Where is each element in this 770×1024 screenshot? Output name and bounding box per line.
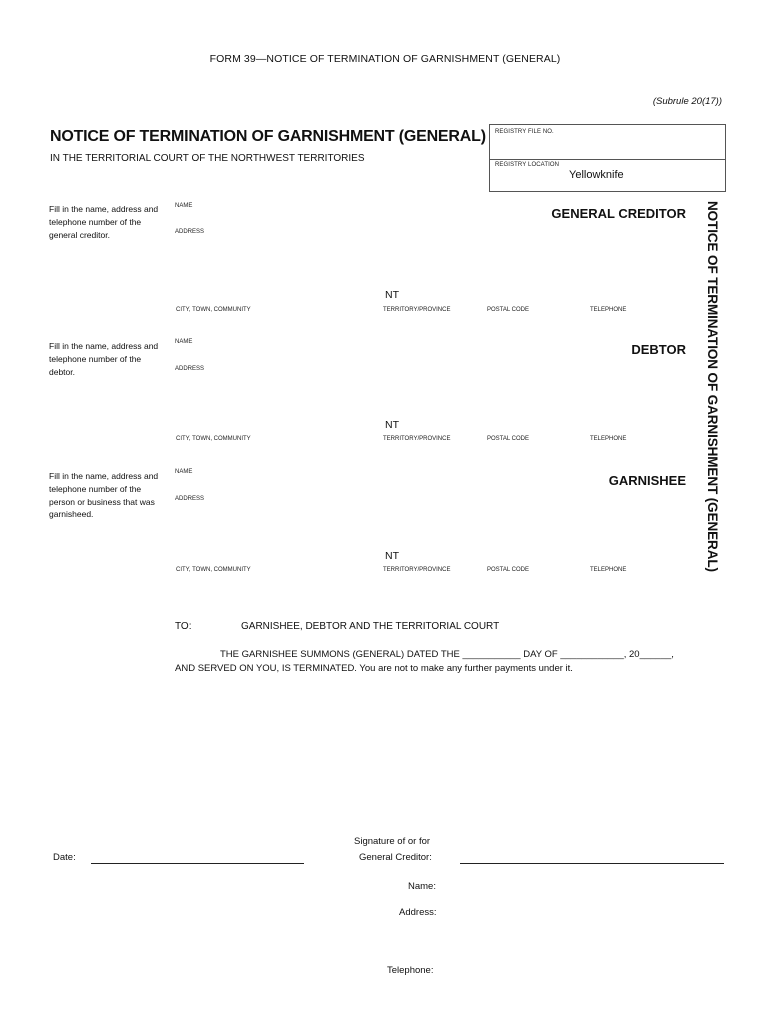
garnishee-postal-label: POSTAL CODE bbox=[487, 567, 530, 573]
date-input-line[interactable] bbox=[91, 863, 304, 864]
page-title: NOTICE OF TERMINATION OF GARNISHMENT (GENERAL) bbox=[50, 128, 486, 145]
garnishee-territory-label: TERRITORY/PROVINCE bbox=[383, 567, 451, 573]
summons-date-line: THE GARNISHEE SUMMONS (GENERAL) DATED THE ___________ DAY OF ____________, 20______, bbox=[220, 649, 674, 660]
signer-address-field[interactable] bbox=[460, 904, 724, 954]
registry-file-no-field[interactable] bbox=[495, 137, 720, 157]
garnishee-territory-value[interactable]: NT bbox=[385, 550, 399, 562]
creditor-territory-label: TERRITORY/PROVINCE bbox=[383, 307, 451, 313]
debtor-postal-label: POSTAL CODE bbox=[487, 436, 530, 442]
signer-telephone-field[interactable] bbox=[460, 962, 724, 978]
garnishee-address-label: ADDRESS bbox=[175, 496, 205, 502]
name-label: Name: bbox=[408, 881, 436, 892]
creditor-address-label: ADDRESS bbox=[175, 229, 205, 235]
registry-divider bbox=[490, 159, 725, 160]
vertical-form-title: NOTICE OF TERMINATION OF GARNISHMENT (GENERAL) bbox=[705, 201, 720, 572]
date-label: Date: bbox=[53, 852, 76, 863]
creditor-city-label: CITY, TOWN, COMMUNITY bbox=[176, 307, 251, 313]
garnishee-instruction: Fill in the name, address and telephone number of the person or business that was garnisheed. bbox=[49, 471, 159, 520]
creditor-name-label: NAME bbox=[175, 203, 193, 209]
to-recipients: GARNISHEE, DEBTOR AND THE TERRITORIAL COURT bbox=[241, 621, 500, 632]
termination-statement: AND SERVED ON YOU, IS TERMINATED. You are not to make any further payments under it. bbox=[175, 663, 573, 674]
creditor-address-field[interactable] bbox=[175, 226, 685, 286]
garnishee-name-field[interactable] bbox=[175, 466, 595, 488]
telephone-label: Telephone: bbox=[387, 965, 434, 976]
debtor-telephone-label: TELEPHONE bbox=[590, 436, 627, 442]
garnishee-city-label: CITY, TOWN, COMMUNITY bbox=[176, 567, 251, 573]
registry-location-field[interactable]: Yellowknife bbox=[569, 169, 624, 181]
creditor-instruction: Fill in the name, address and telephone number of the general creditor. bbox=[49, 204, 159, 240]
creditor-role-label: GENERAL CREDITOR bbox=[551, 206, 686, 221]
creditor-telephone-label: TELEPHONE bbox=[590, 307, 627, 313]
creditor-territory-value[interactable]: NT bbox=[385, 289, 399, 301]
debtor-address-label: ADDRESS bbox=[175, 366, 205, 372]
debtor-territory-value[interactable]: NT bbox=[385, 419, 399, 431]
debtor-territory-label: TERRITORY/PROVINCE bbox=[383, 436, 451, 442]
garnishee-name-label: NAME bbox=[175, 469, 193, 475]
garnishee-telephone-label: TELEPHONE bbox=[590, 567, 627, 573]
subrule-reference: (Subrule 20(17)) bbox=[652, 96, 722, 107]
signature-label-line1: Signature of or for bbox=[354, 836, 431, 847]
signature-label-line2: General Creditor: bbox=[359, 852, 432, 863]
garnishee-role-label: GARNISHEE bbox=[608, 473, 686, 488]
creditor-postal-label: POSTAL CODE bbox=[487, 307, 530, 313]
debtor-instruction: Fill in the name, address and telephone number of the debtor. bbox=[49, 341, 159, 377]
registry-location-label: REGISTRY LOCATION bbox=[495, 162, 560, 168]
registry-file-no-label: REGISTRY FILE NO. bbox=[495, 129, 554, 135]
debtor-name-label: NAME bbox=[175, 339, 193, 345]
address-label: Address: bbox=[399, 907, 437, 918]
form-number-title: FORM 39—NOTICE OF TERMINATION OF GARNISHMENT (GENERAL) bbox=[209, 53, 561, 65]
registry-box bbox=[489, 124, 726, 192]
court-name: IN THE TERRITORIAL COURT OF THE NORTHWEST TERRITORIES bbox=[50, 153, 365, 164]
debtor-name-field[interactable] bbox=[175, 336, 595, 358]
signature-input-line[interactable] bbox=[460, 863, 724, 864]
to-label: TO: bbox=[175, 621, 192, 632]
debtor-address-field[interactable] bbox=[175, 363, 685, 415]
debtor-city-label: CITY, TOWN, COMMUNITY bbox=[176, 436, 251, 442]
garnishee-address-field[interactable] bbox=[175, 493, 685, 545]
debtor-role-label: DEBTOR bbox=[631, 342, 686, 357]
signer-name-field[interactable] bbox=[460, 878, 724, 894]
creditor-name-field[interactable] bbox=[175, 200, 555, 222]
